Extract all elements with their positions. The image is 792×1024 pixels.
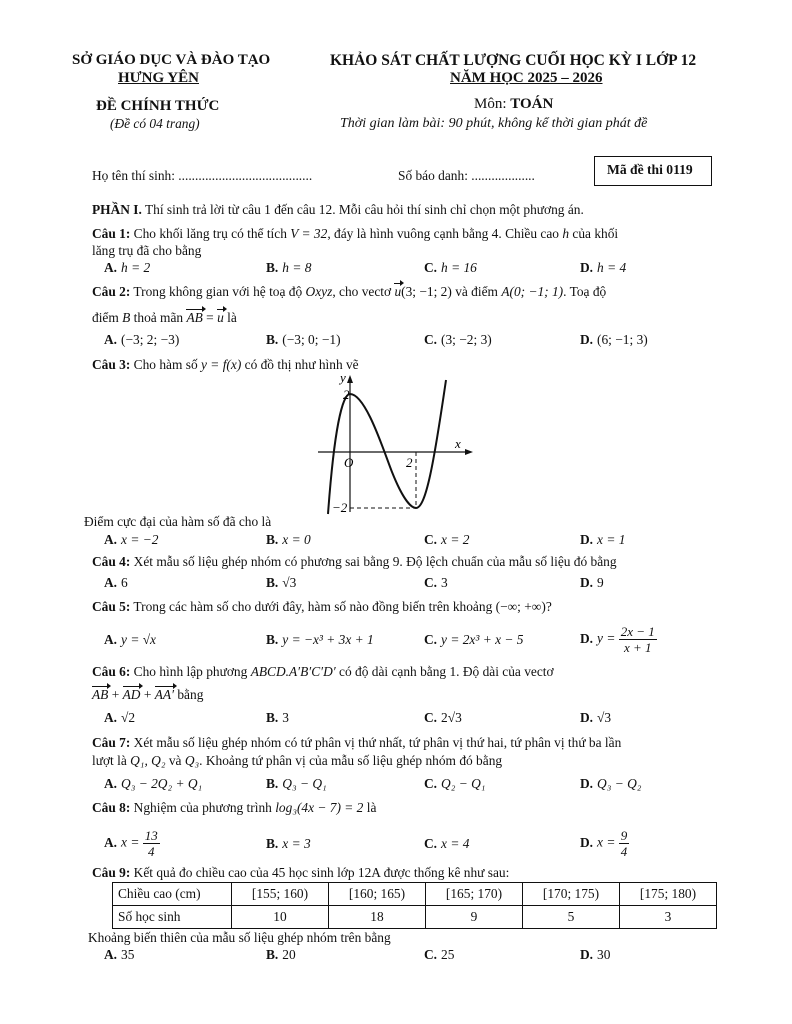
- school-year: NĂM HỌC 2025 – 2026: [450, 70, 603, 86]
- table-cell: 9: [426, 906, 523, 929]
- q6-text: Cho hình lập phương: [130, 664, 251, 679]
- q8-option-a[interactable]: A. x = $\frac{13}{4}$: [104, 828, 158, 859]
- official-label: ĐỀ CHÍNH THỨC: [96, 98, 220, 114]
- part1-title: PHẦN I.: [92, 202, 142, 217]
- table-cell: 5: [523, 906, 620, 929]
- question-3: [92, 357, 359, 373]
- q6-option-a[interactable]: A. √2: [104, 710, 136, 725]
- q1-line2: lăng trụ đã cho bằng: [92, 243, 202, 258]
- q9-option-b[interactable]: B. 20: [266, 947, 296, 962]
- table-cell: [175; 180): [620, 883, 717, 906]
- exam-code: Mã đề thi 0119: [607, 162, 693, 177]
- q6-text-b: có độ dài cạnh bằng 1. Độ dài của vectơ: [335, 664, 554, 679]
- q7-option-b[interactable]: B. Q₃ − Q₁: [266, 776, 327, 791]
- page-count-note: (Đề có 04 trang): [110, 116, 200, 131]
- table-row-head-height: Chiều cao (cm): [113, 883, 232, 906]
- q4-option-b[interactable]: B. √3: [266, 575, 297, 590]
- question-7: [92, 735, 621, 751]
- department-name: SỞ GIÁO DỤC VÀ ĐÀO TẠO: [72, 52, 271, 68]
- table-row-head-count: Số học sinh: [113, 906, 232, 929]
- q8-equation: log₃(4x − 7) = 2: [275, 800, 364, 815]
- table-row: [113, 883, 717, 906]
- q6-option-b[interactable]: B. 3: [266, 710, 289, 725]
- q2-option-a[interactable]: A. (−3; 2; −3): [104, 332, 180, 347]
- q9-text: Kết quả đo chiều cao của 45 học sinh lớp 12A được thống kê như sau:: [130, 865, 510, 880]
- q2-option-c[interactable]: C. (3; −2; 3): [424, 332, 492, 347]
- q6-vector-ab: AB: [92, 687, 109, 702]
- q6-vector-ad: AD: [122, 687, 141, 702]
- q1-option-d[interactable]: D. h = 4: [580, 260, 627, 275]
- part1-heading: [92, 202, 584, 218]
- y-axis-label: y: [340, 372, 346, 385]
- q2-u-coords: (3; −1; 2): [401, 284, 452, 299]
- q7-label: Câu 7:: [92, 735, 131, 750]
- q3-text-b: có đồ thị như hình vẽ: [241, 357, 359, 372]
- province-name: HƯNG YÊN: [118, 70, 199, 86]
- tick-y-neg2: −2: [332, 500, 348, 515]
- q2-vector-ab: AB: [186, 310, 203, 325]
- q5-text: Trong các hàm số cho dưới đây, hàm số nào đồng biến trên khoảng: [130, 599, 496, 614]
- q9-label: Câu 9:: [92, 865, 131, 880]
- q2-vector-u-2: u: [217, 310, 224, 325]
- q9-option-a[interactable]: A. 35: [104, 947, 135, 962]
- q1-option-a[interactable]: A. h = 2: [104, 260, 151, 275]
- q8-text: Nghiệm của phương trình: [130, 800, 276, 815]
- q1-text: Cho khối lăng trụ có thể tích: [130, 226, 291, 241]
- q2-text-d: . Toạ độ: [563, 284, 607, 299]
- q9-question: Khoảng biến thiên của mẫu số liệu ghép nhóm trên bằng: [88, 930, 391, 945]
- q2-vector-u: u: [394, 284, 402, 299]
- q2-label: Câu 2:: [92, 284, 131, 299]
- question-6: [92, 664, 554, 680]
- q7-option-c[interactable]: C. Q₂ − Q₁: [424, 776, 486, 791]
- q4-label: Câu 4:: [92, 554, 131, 569]
- question-5: Câu 5: Trong các hàm số cho dưới đây, hàm số nào đồng biến trên khoảng (−∞; +∞)?: [92, 599, 552, 614]
- q2-text: Trong không gian với hệ toạ độ: [130, 284, 306, 299]
- q4-option-c[interactable]: C. 3: [424, 575, 448, 590]
- table-cell: 18: [329, 906, 426, 929]
- q5-option-c[interactable]: C. y = 2x³ + x − 5: [424, 632, 524, 647]
- tick-x-2: 2: [406, 455, 413, 470]
- q3-label: Câu 3:: [92, 357, 131, 372]
- q1-option-c[interactable]: C. h = 16: [424, 260, 477, 275]
- function-graph: [310, 372, 480, 520]
- q8-option-d[interactable]: D. x = $\frac{9}{4}$: [580, 828, 628, 859]
- q2-line2: điểm B thoả mãn AB = u là: [92, 310, 237, 325]
- table-cell: [155; 160): [232, 883, 329, 906]
- tick-y-2: 2: [343, 387, 350, 402]
- q2-option-b[interactable]: B. (−3; 0; −1): [266, 332, 341, 347]
- q7-text: Xét mẫu số liệu ghép nhóm có tứ phân vị thứ nhất, tứ phân vị thứ hai, tứ phân vị thứ ba lần: [130, 735, 622, 750]
- subject-line: [474, 96, 553, 113]
- origin-label: O: [344, 455, 354, 470]
- q5-d-fraction: $\frac{2x - 1}{x + 1}$: [620, 624, 655, 655]
- q8-option-b[interactable]: B. x = 3: [266, 836, 311, 851]
- q2-option-d[interactable]: D. (6; −1; 3): [580, 332, 648, 347]
- q8-label: Câu 8:: [92, 800, 131, 815]
- x-axis-label: x: [455, 436, 461, 451]
- q9-option-d[interactable]: D. 30: [580, 947, 611, 962]
- q8-a-fraction: $\frac{13}{4}$: [144, 828, 158, 859]
- table-cell: [160; 165): [329, 883, 426, 906]
- q3-text: Cho hàm số: [130, 357, 202, 372]
- subject-name: TOÁN: [510, 96, 554, 112]
- question-1: [92, 226, 618, 242]
- q2-text-b: , cho vectơ: [332, 284, 395, 299]
- q3-question: Điểm cực đại của hàm số đã cho là: [84, 514, 272, 529]
- candidate-id-field: Số báo danh: ...................: [398, 168, 535, 183]
- q2-point-a: A(0; −1; 1): [501, 284, 564, 299]
- q3-option-a[interactable]: A. x = −2: [104, 532, 159, 547]
- q7-quartiles: Q₁, Q₂: [130, 753, 166, 768]
- q4-option-d[interactable]: D. 9: [580, 575, 604, 590]
- question-2: [92, 284, 606, 300]
- time-note: Thời gian làm bài: 90 phút, không kể thời gian phát đề: [340, 116, 648, 131]
- candidate-name-field: Họ tên thí sinh: ........................................: [92, 168, 313, 183]
- q2-point-b: B: [122, 310, 131, 325]
- q1-label: Câu 1:: [92, 226, 131, 241]
- q6-option-c[interactable]: C. 2√3: [424, 710, 462, 725]
- q3-option-d[interactable]: D. x = 1: [580, 532, 626, 547]
- part1-instruction: Thí sinh trả lời từ câu 1 đến câu 12. Mỗi câu hỏi thí sinh chỉ chọn một phương án.: [141, 202, 584, 217]
- q5-option-d[interactable]: D. y = $\frac{2x - 1}{x + 1}$: [580, 624, 655, 655]
- question-8: Câu 8: Nghiệm của phương trình log₃(4x − 7) = 2 là: [92, 800, 377, 815]
- q5-option-b[interactable]: B. y = −x³ + 3x + 1: [266, 632, 374, 647]
- table-row: [113, 906, 717, 929]
- q3-function: y = f(x): [201, 357, 242, 372]
- graph-axes: [318, 375, 473, 512]
- q2-oxyz: Oxyz: [305, 284, 333, 299]
- q5-interval: (−∞; +∞): [495, 599, 546, 614]
- q1-text-b: , đáy là hình vuông cạnh bằng 4. Chiều cao: [327, 226, 563, 241]
- q1-height-var: h: [562, 226, 570, 241]
- q2-text-c: và điểm: [451, 284, 502, 299]
- q5-option-a[interactable]: A. y = √x: [104, 632, 156, 647]
- table-cell: 10: [232, 906, 329, 929]
- table-cell: [165; 170): [426, 883, 523, 906]
- q6-label: Câu 6:: [92, 664, 131, 679]
- exam-title: KHẢO SÁT CHẤT LƯỢNG CUỐI HỌC KỲ I LỚP 12: [330, 52, 697, 69]
- q6-cube: ABCD.A′B′C′D′: [250, 664, 336, 679]
- q1-volume: V = 32: [290, 226, 328, 241]
- question-9: [92, 865, 509, 881]
- q1-option-b[interactable]: B. h = 8: [266, 260, 312, 275]
- q1-text-c: của khối: [569, 226, 619, 241]
- table-cell: 3: [620, 906, 717, 929]
- q6-option-d[interactable]: D. √3: [580, 710, 612, 725]
- q3-option-c[interactable]: C. x = 2: [424, 532, 470, 547]
- subject-label: Môn:: [474, 96, 511, 112]
- q3-option-b[interactable]: B. x = 0: [266, 532, 311, 547]
- q6-vector-aa: AA′: [154, 687, 175, 702]
- q5-label: Câu 5:: [92, 599, 131, 614]
- q4-option-a[interactable]: A. 6: [104, 575, 128, 590]
- q6-line2: AB + AD + AA′ bằng: [92, 687, 204, 702]
- q8-option-c[interactable]: C. x = 4: [424, 836, 470, 851]
- q7-q3: Q₃: [184, 753, 200, 768]
- question-4: [92, 554, 617, 570]
- q4-text: Xét mẫu số liệu ghép nhóm có phương sai bằng 9. Độ lệch chuẩn của mẫu số liệu đó bằng: [130, 554, 617, 569]
- q7-option-d[interactable]: D. Q₃ − Q₂: [580, 776, 642, 791]
- q7-option-a[interactable]: A. Q₃ − 2Q₂ + Q₁: [104, 776, 203, 791]
- q9-option-c[interactable]: C. 25: [424, 947, 455, 962]
- q8-d-fraction: $\frac{9}{4}$: [620, 828, 628, 859]
- q7-line2: lượt là Q₁, Q₂ và Q₃. Khoảng tứ phân vị của mẫu số liệu ghép nhóm đó bằng: [92, 753, 503, 768]
- table-cell: [170; 175): [523, 883, 620, 906]
- height-frequency-table: [112, 882, 717, 929]
